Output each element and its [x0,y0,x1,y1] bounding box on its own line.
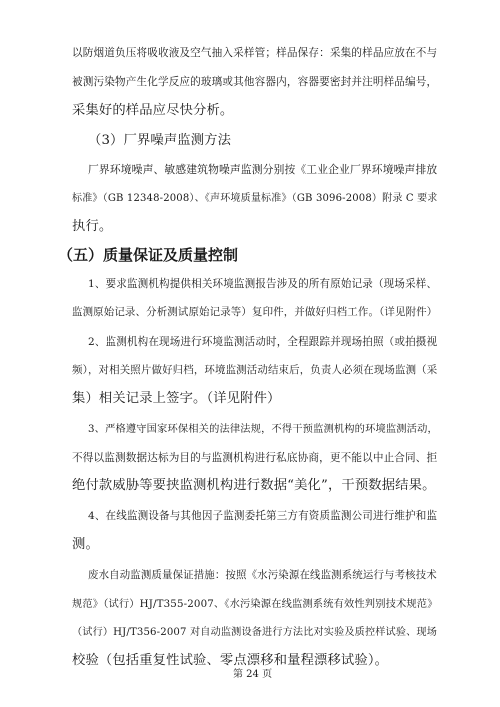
paragraph-line: 废水自动监测质量保证措施：按照《水污染源在线监测系统运行与考核技术 [88,569,437,581]
paragraph-line: 厂界环境噪声、敏感建筑物噪声监测分别按《工业企业厂界环境噪声排放 [88,163,438,176]
list-item-line: 绝付款威胁等要挟监测机构进行数据“美化”，干预数据结果。 [72,478,436,493]
paragraph-line: 采集好的样品应尽快分析。 [72,103,234,118]
page-number: 第 24 页 [233,669,273,680]
list-item-line: 监测原始记录、分析测试原始记录等）复印件，并做好归档工作。（详见附件） [72,306,438,318]
paragraph-line: 执行。 [72,219,113,234]
list-item-line: 集）相关记录上签字。（详见附件） [72,391,281,406]
list-item-line: 测。 [72,537,99,552]
list-item-line: 3、严格遵守国家环保相关的法律法规，不得干预监测机构的环境监测活动， [88,423,438,435]
paragraph-line: 规范》（试行）HJ/T355-2007、《水污染源在线监测系统有效性判别技术规范》 [72,598,438,610]
paragraph-line: 校验（包括重复性试验、零点漂移和量程漂移试验）。 [72,653,389,668]
paragraph-line: （试行）HJ/T356-2007 对自动监测设备进行方法比对实验及质控样试验、现场 [72,627,437,638]
paragraph-line: 标准》（GB 12348-2008）、《声环境质量标准》（GB 3096-2008）附录 C 要求 [72,193,438,204]
paragraph-line: 以防烟道负压将吸收液及空气抽入采样管；样品保存：采集的样品应放在不与 [72,47,438,59]
section-heading: （五）质量保证及质量控制 [58,246,239,264]
list-item-line: 不得以监测数据达标为目的与监测机构进行私底协商，更不能以中止合同、拒 [72,452,438,464]
paragraph-line: 被测污染物产生化学反应的玻璃或其他容器内，容器要密封并注明样品编号， [72,76,438,88]
list-item-line: 4、在线监测设备与其他因子监测委托第三方有资质监测公司进行维护和监 [88,510,438,522]
list-item-line: 2、监测机构在现场进行环境监测活动时，全程跟踪并现场拍照（或拍摄视 [88,336,438,348]
subsection-title: （3）厂界噪声监测方法 [88,133,232,148]
list-item-line: 频），对相关照片做好归档，环境监测活动结束后，负责人必须在现场监测（采 [72,364,438,376]
list-item-line: 1、要求监测机构提供相关环境监测报告涉及的所有原始记录（现场采样、 [88,278,438,290]
